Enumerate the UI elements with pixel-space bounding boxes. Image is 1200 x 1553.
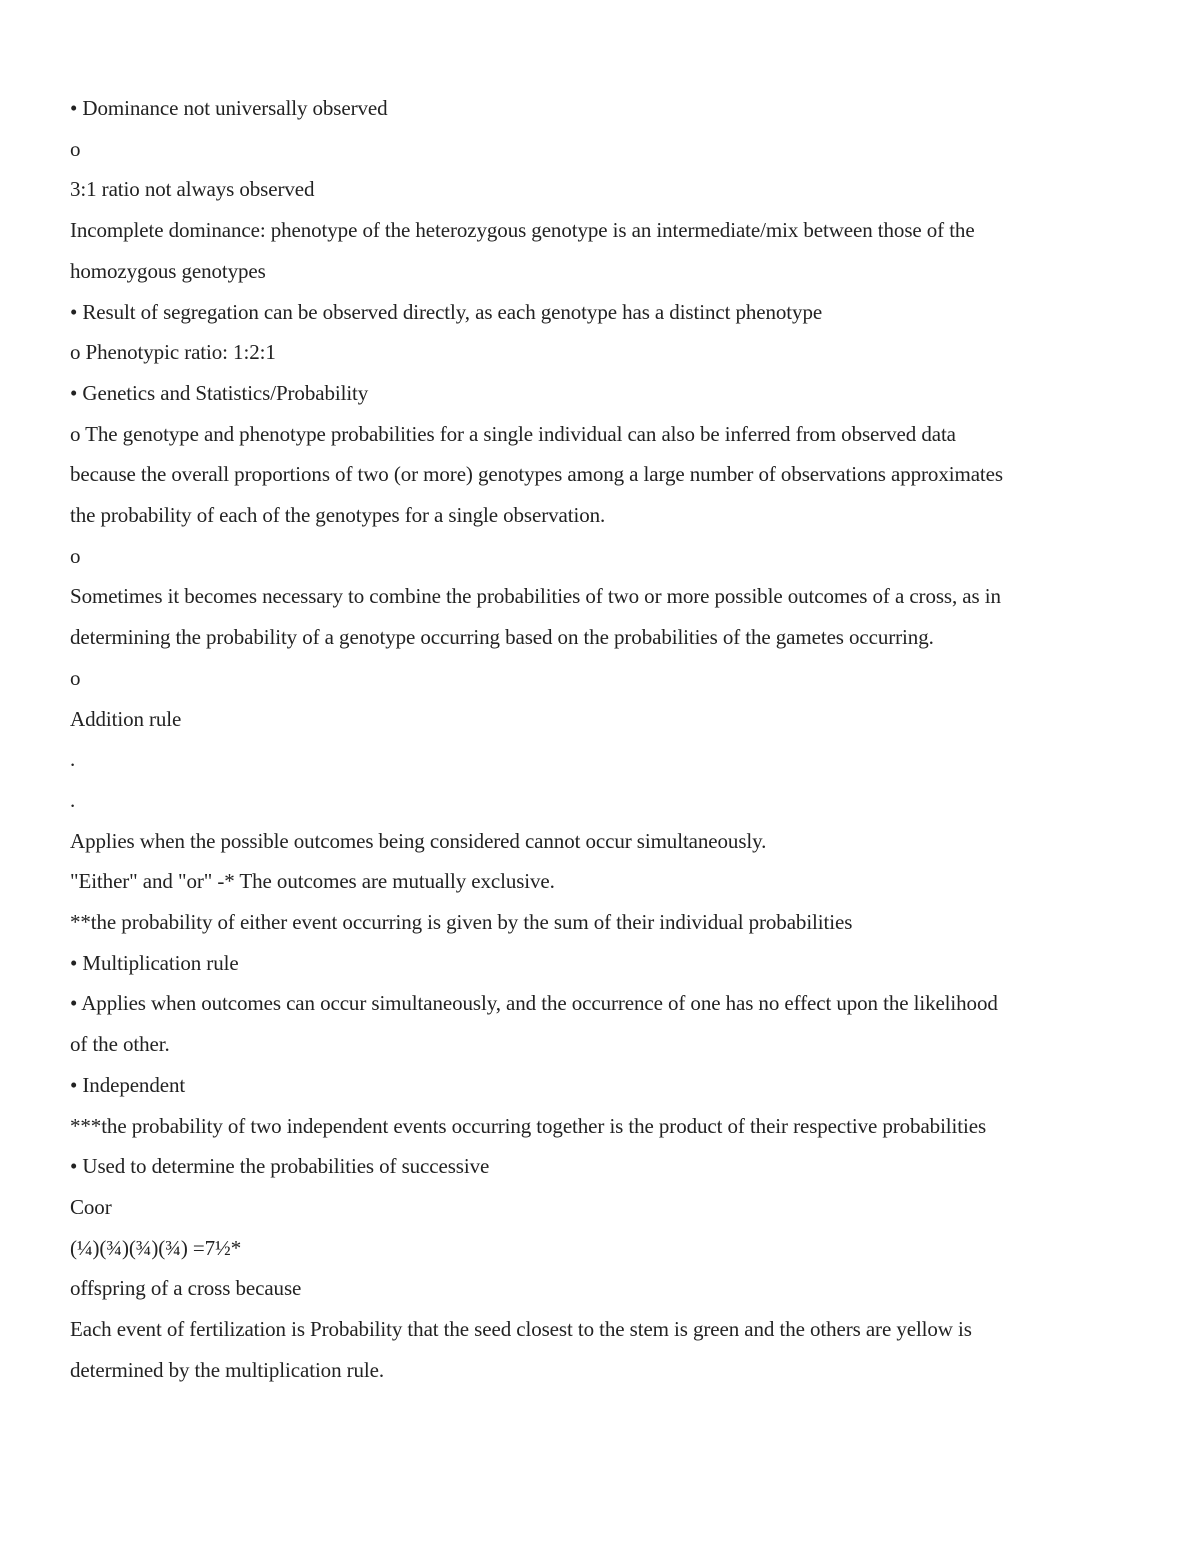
text-line: • Result of segregation can be observed directly, as each genotype has a distinct phenotype [70,299,823,324]
text-line: o [70,665,81,690]
text-line: determining the probability of a genotype occurring based on the probabilities of the gametes occurring. [70,625,934,650]
text-line: ***the probability of two independent events occurring together is the product of their respective probabilities [70,1113,987,1138]
text-line: offspring of a cross because [70,1276,302,1301]
text-line: of the other. [70,1032,170,1057]
document-body [70,88,1150,1391]
text-line: . [70,787,76,812]
text-line: **the probability of either event occurring is given by the sum of their individual probabilities [70,910,853,935]
text-line: homozygous genotypes [70,258,266,283]
text-line: Sometimes it becomes necessary to combine the probabilities of two or more possible outcomes of a cross, as in [70,584,1001,609]
text-line: Applies when the possible outcomes being considered cannot occur simultaneously. [70,828,767,853]
text-line: o [70,543,81,568]
text-line: the probability of each of the genotypes for a single observation. [70,503,606,528]
text-line: determined by the multiplication rule. [70,1357,385,1382]
text-line: • Applies when outcomes can occur simultaneously, and the occurrence of one has no effect upon the likelihood [70,991,998,1016]
text-line: • Used to determine the probabilities of successive [70,1154,490,1179]
text-line: Incomplete dominance: phenotype of the heterozygous genotype is an intermediate/mix between those of the [70,218,975,243]
text-line: o [70,136,81,161]
text-line: • Genetics and Statistics/Probability [70,380,369,405]
text-line: 3:1 ratio not always observed [70,177,315,202]
text-line: o The genotype and phenotype probabilities for a single individual can also be inferred from observed data [70,421,956,446]
text-line: because the overall proportions of two (or more) genotypes among a large number of observations approximates [70,462,1003,487]
text-line: Addition rule [70,706,182,731]
text-line: • Dominance not universally observed [70,96,388,120]
text-line: Each event of fertilization is Probability that the seed closest to the stem is green and the others are yellow is [70,1317,972,1342]
text-line: Coor [70,1194,112,1219]
text-line: "Either" and "or" -* The outcomes are mutually exclusive. [70,869,555,894]
text-line: • Multiplication rule [70,950,239,975]
text-line: • Independent [70,1072,186,1097]
text-line: (¼)(¾)(¾)(¾) =7½* [70,1235,242,1260]
text-line: o Phenotypic ratio: 1:2:1 [70,340,276,365]
text-line: . [70,747,76,772]
